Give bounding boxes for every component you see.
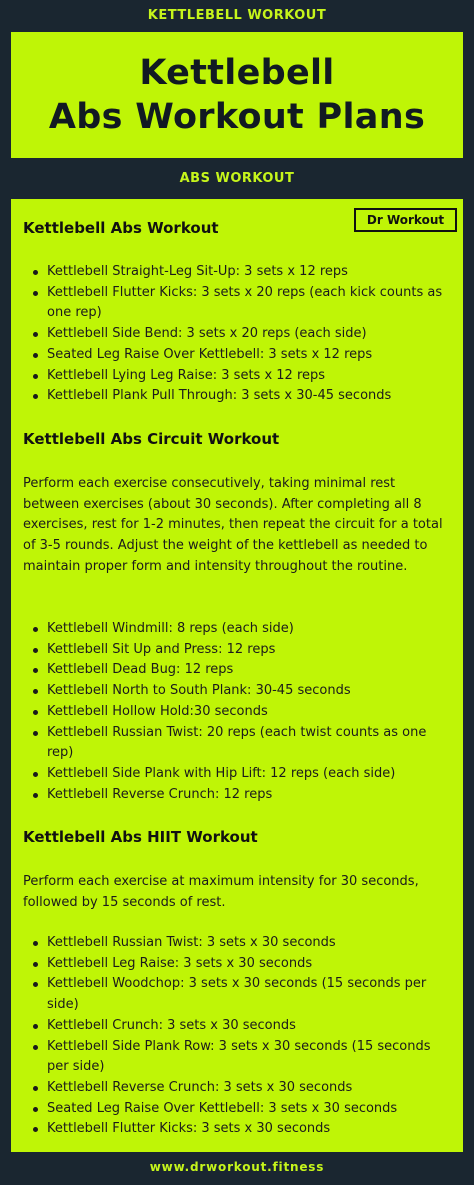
list-item: Kettlebell Side Bend: 3 sets x 20 reps (each side) (11, 324, 463, 345)
hiit-workout-list (11, 933, 463, 1140)
section-heading-abs-workout: Kettlebell Abs Workout (23, 219, 219, 237)
list-item: Kettlebell Russian Twist: 3 sets x 30 seconds (11, 933, 463, 954)
page-title-line-2: Abs Workout Plans (48, 97, 426, 137)
list-item: Kettlebell Woodchop: 3 sets x 30 seconds (15 seconds per side) (11, 974, 463, 1015)
title-block (11, 32, 463, 158)
list-item: Kettlebell Hollow Hold:30 seconds (11, 702, 463, 723)
list-item: Kettlebell Windmill: 8 reps (each side) (11, 619, 463, 640)
circuit-intro-paragraph: Perform each exercise consecutively, taking minimal rest between exercises (about 30 seconds). After completing all 8 exercises, rest for 1-2 minutes, then repeat the circuit for a total of 3-5 rounds. Adjust the weight of the kettlebell as needed to maintain proper form and intensity throughout the routine. (23, 476, 443, 574)
list-item: Kettlebell Side Plank Row: 3 sets x 30 seconds (15 seconds per side) (11, 1037, 463, 1078)
list-item: Kettlebell Reverse Crunch: 12 reps (11, 785, 463, 806)
website-footer: www.drworkout.fitness (149, 1160, 325, 1174)
content-panel (11, 199, 463, 1152)
list-item: Kettlebell North to South Plank: 30-45 seconds (11, 681, 463, 702)
circuit-workout-list (11, 619, 463, 805)
list-item: Kettlebell Crunch: 3 sets x 30 seconds (11, 1016, 463, 1037)
list-item: Kettlebell Lying Leg Raise: 3 sets x 12 reps (11, 366, 463, 387)
section-banner-label: ABS WORKOUT (179, 171, 295, 186)
list-item: Kettlebell Plank Pull Through: 3 sets x 30-45 seconds (11, 386, 463, 407)
list-item: Kettlebell Straight-Leg Sit-Up: 3 sets x 12 reps (11, 262, 463, 283)
list-item: Kettlebell Flutter Kicks: 3 sets x 30 seconds (11, 1119, 463, 1140)
list-item: Seated Leg Raise Over Kettlebell: 3 sets x 30 seconds (11, 1099, 463, 1120)
top-banner-label: KETTLEBELL WORKOUT (147, 8, 327, 23)
list-item: Kettlebell Dead Bug: 12 reps (11, 660, 463, 681)
list-item: Kettlebell Flutter Kicks: 3 sets x 20 reps (each kick counts as one rep) (11, 283, 463, 324)
page-title-line-1: Kettlebell (139, 53, 335, 93)
section-heading-circuit-workout: Kettlebell Abs Circuit Workout (23, 430, 280, 448)
brand-badge: Dr Workout (354, 208, 457, 232)
list-item: Kettlebell Leg Raise: 3 sets x 30 seconds (11, 954, 463, 975)
list-item: Seated Leg Raise Over Kettlebell: 3 sets x 12 reps (11, 345, 463, 366)
section-heading-hiit-workout: Kettlebell Abs HIIT Workout (23, 828, 258, 846)
list-item: Kettlebell Reverse Crunch: 3 sets x 30 seconds (11, 1078, 463, 1099)
abs-workout-list (11, 262, 463, 407)
hiit-intro-paragraph: Perform each exercise at maximum intensity for 30 seconds, followed by 15 seconds of rest. (23, 874, 419, 910)
list-item: Kettlebell Russian Twist: 20 reps (each twist counts as one rep) (11, 723, 463, 764)
list-item: Kettlebell Side Plank with Hip Lift: 12 reps (each side) (11, 764, 463, 785)
list-item: Kettlebell Sit Up and Press: 12 reps (11, 640, 463, 661)
